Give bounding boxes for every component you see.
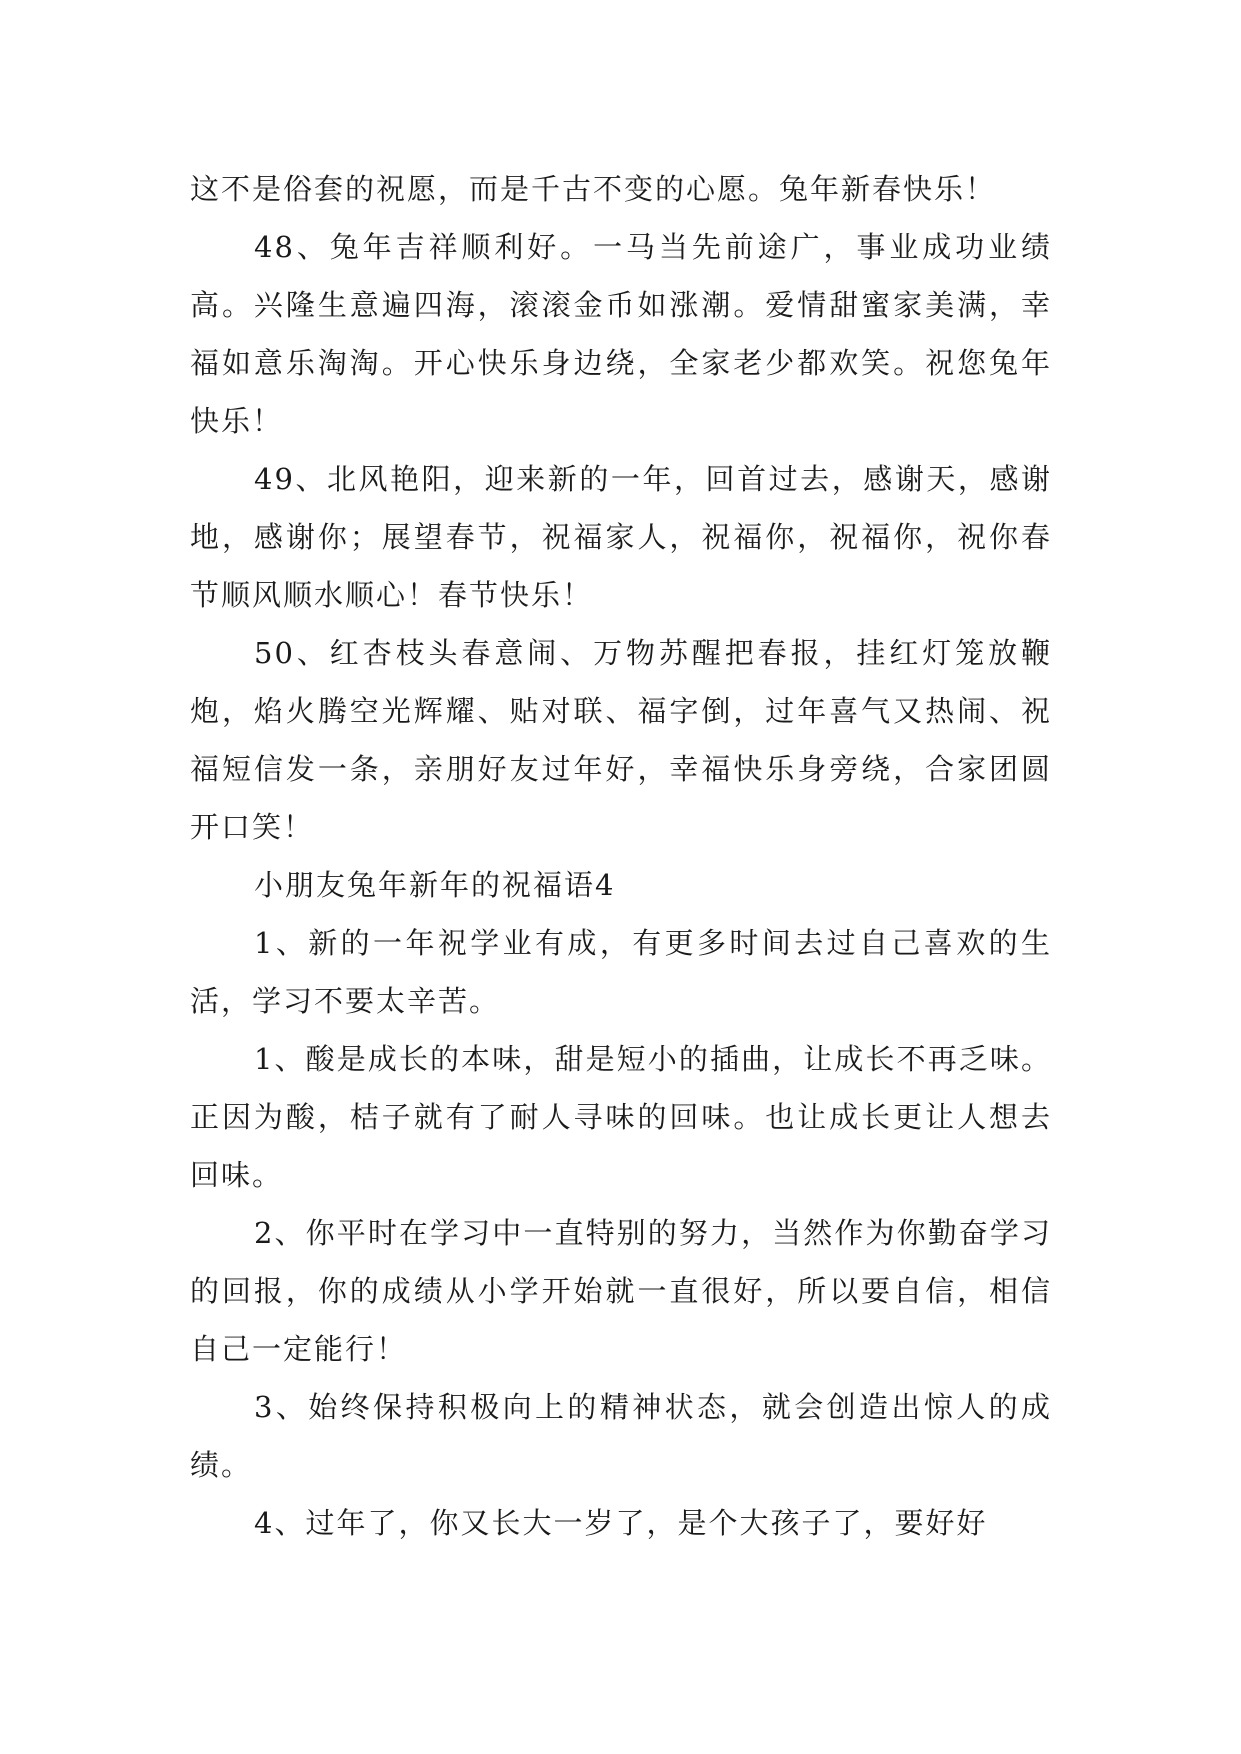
paragraph-item-1a: 1、新的一年祝学业有成，有更多时间去过自己喜欢的生活，学习不要太辛苦。 [190,926,1052,1018]
paragraph-continuation: 这不是俗套的祝愿，而是千古不变的心愿。兔年新春快乐！ [190,172,997,206]
paragraph-48: 48、兔年吉祥顺利好。一马当先前途广，事业成功业绩高。兴隆生意遍四海，滚滚金币如涨潮。爱情甜蜜家美满，幸福如意乐淘淘。开心快乐身边绕，全家老少都欢笑。祝您兔年快乐！ [190,230,1052,438]
paragraph-item-2: 2、你平时在学习中一直特别的努力，当然作为你勤奋学习的回报，你的成绩从小学开始就一直很好，所以要自信，相信自己一定能行！ [190,1216,1052,1366]
paragraph-50: 50、红杏枝头春意闹、万物苏醒把春报，挂红灯笼放鞭炮，焰火腾空光辉耀、贴对联、福字倒，过年喜气又热闹、祝福短信发一条，亲朋好友过年好，幸福快乐身旁绕，合家团圆开口笑！ [190,636,1052,844]
paragraph-item-1b: 1、酸是成长的本味，甜是短小的插曲，让成长不再乏味。正因为酸，桔子就有了耐人寻味的回味。也让成长更让人想去回味。 [190,1042,1052,1192]
paragraph-item-3: 3、始终保持积极向上的精神状态，就会创造出惊人的成绩。 [190,1390,1052,1482]
paragraph-item-4: 4、过年了，你又长大一岁了，是个大孩子了，要好好 [254,1506,988,1540]
section-heading: 小朋友兔年新年的祝福语4 [254,868,616,902]
document-body [190,160,1052,1552]
paragraph-49: 49、北风艳阳，迎来新的一年，回首过去，感谢天，感谢地，感谢你；展望春节，祝福家人，祝福你，祝福你，祝你春节顺风顺水顺心！春节快乐！ [190,462,1052,612]
